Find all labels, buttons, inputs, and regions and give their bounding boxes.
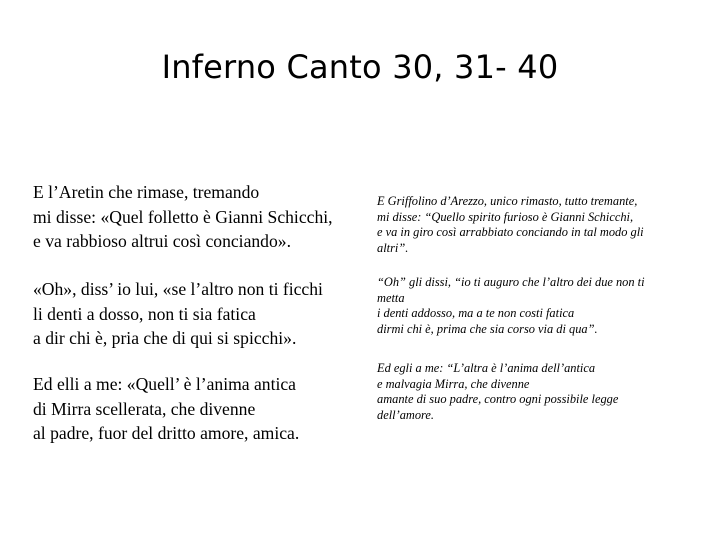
verse-line: «Oh», diss’ io lui, «se l’altro non ti ficchi — [33, 279, 323, 299]
verse-line: li denti a dosso, non ti sia fatica — [33, 303, 256, 324]
slide-title: Inferno Canto 30, 31- 40 — [161, 48, 559, 86]
verse-line: mi disse: «Quel folletto è Gianni Schicchi, — [33, 206, 333, 227]
translation-line: dell’amore. — [377, 407, 435, 422]
stanza-translation-1 — [377, 194, 707, 256]
translation-line: Ed egli a me: “L’altra è l’anima dell’antica — [377, 361, 596, 375]
stanza-original-2 — [33, 277, 378, 351]
verse-line: E l’Aretin che rimase, tremando — [33, 182, 260, 202]
stanza-original-1 — [33, 180, 378, 254]
translation-line: i denti addosso, ma a te non costi fatica — [377, 306, 575, 320]
verse-line: a dir chi è, pria che di qui si spicchi». — [33, 328, 297, 348]
stanza-translation-3 — [377, 361, 707, 423]
translation-line: metta — [377, 290, 405, 305]
stanza-original-3 — [33, 372, 378, 446]
translation-line: e malvagia Mirra, che divenne — [377, 376, 530, 391]
verse-line: Ed elli a me: «Quell’ è l’anima antica — [33, 374, 296, 394]
translation-line: dirmi chi è, prima che sia corso via di qua”. — [377, 321, 598, 336]
verse-line: di Mirra scellerata, che divenne — [33, 398, 256, 419]
verse-line: e va rabbioso altrui così conciando». — [33, 231, 291, 251]
translation-line: mi disse: “Quello spirito furioso è Gianni Schicchi, — [377, 209, 634, 224]
stanza-translation-2 — [377, 275, 707, 337]
translation-line: e va in giro così arrabbiato conciando in tal modo gli — [377, 225, 644, 239]
translation-line: altri”. — [377, 240, 409, 255]
translation-line: E Griffolino d’Arezzo, unico rimasto, tutto tremante, — [377, 194, 638, 208]
translation-line: “Oh” gli dissi, “io ti auguro che l’altro dei due non ti — [377, 275, 645, 289]
verse-line: al padre, fuor del dritto amore, amica. — [33, 423, 300, 443]
translation-line: amante di suo padre, contro ogni possibile legge — [377, 392, 619, 406]
